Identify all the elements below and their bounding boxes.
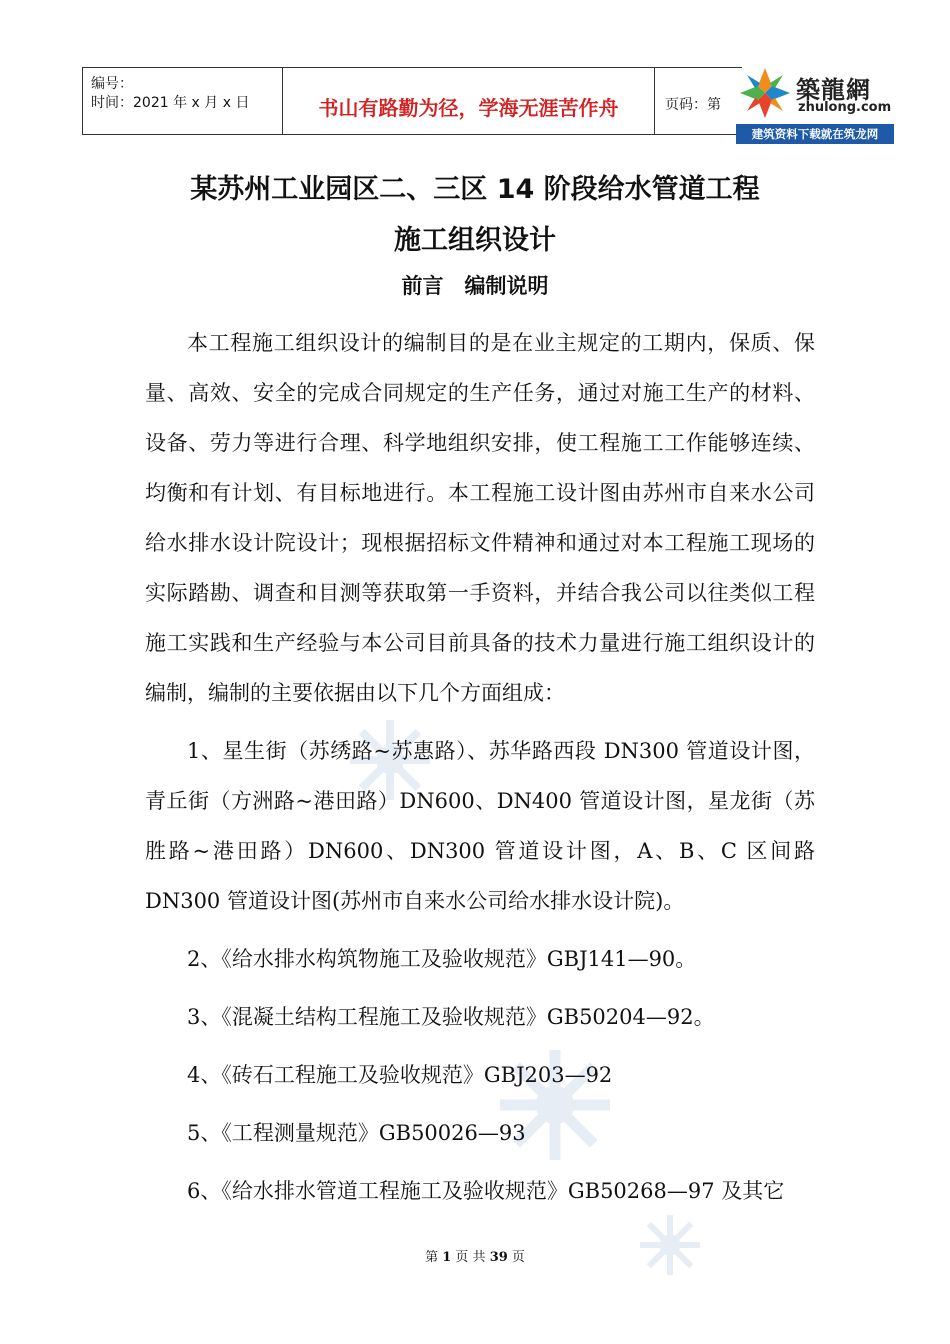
zhulong-logo: [736, 64, 896, 144]
document-title-line1: 某苏州工业园区二、三区 14 阶段给水管道工程: [190, 174, 760, 205]
logo-tagline: 建筑资料下载就在筑龙网: [736, 124, 894, 144]
basis-item: 5、《工程测量规范》GB50026—93: [187, 1121, 526, 1145]
footer-suffix: 页: [511, 1250, 525, 1265]
document-time-label: 时间：2021 年 x 月 x 日: [91, 95, 250, 111]
footer-prefix: 第: [425, 1250, 439, 1265]
document-body: [145, 318, 815, 1216]
basis-item: 2、《给水排水构筑物施工及验收规范》GBJ141—90。: [187, 947, 697, 971]
basis-item: 6、《给水排水管道工程施工及验收规范》GB50268—97 及其它: [187, 1179, 785, 1203]
motto-text: 书山有路勤为径，学海无涯苦作舟: [318, 96, 619, 120]
basis-item: 4、《砖石工程施工及验收规范》GBJ203—92: [187, 1063, 613, 1087]
document-number-label: 编号：: [91, 76, 133, 92]
footer-middle: 页 共: [455, 1250, 486, 1265]
header-motto-cell: [282, 67, 655, 135]
intro-paragraph: 本工程施工组织设计的编制目的是在业主规定的工期内，保质、保量、高效、安全的完成合同规定的生产任务，通过对施工生产的材料、设备、劳力等进行合理、科学地组织安排，使工程施工工作能够连续、均衡和有计划、有目标地进行。本工程施工设计图由苏州市自来水公司给水排水设计院设计；现根据招标文件精神和通过对本工程施工现场的实际踏勘、调查和目测等获取第一手资料，并结合我公司以往类似工程施工实践和生产经验与本公司目前具备的技术力量进行施工组织设计的编制，编制的主要依据由以下几个方面组成：: [145, 331, 815, 705]
page-footer: [0, 1246, 950, 1265]
watermark-snowflake-icon: [640, 1215, 700, 1275]
page-number-label: 页码：第: [665, 97, 721, 113]
document-title-line2: 施工组织设计: [394, 225, 556, 256]
logo-chinese-name: 築龍網: [796, 75, 871, 104]
header-info-cell: [82, 67, 283, 135]
basis-item: 3、《混凝土结构工程施工及验收规范》GB50204—92。: [187, 1005, 715, 1029]
zhulong-logo-icon: [736, 64, 794, 122]
header-page-cell: [654, 67, 742, 135]
basis-item: 1、星生街（苏绣路~苏惠路）、苏华路西段 DN300 管道设计图，青丘街（方洲路~港田路）DN600、DN400 管道设计图，星龙街（苏胜路~港田路）DN600、DN300 管道设计图，A、B、C 区间路 DN300 管道设计图(苏州市自来水公司给水排水设计院)。: [145, 739, 815, 913]
logo-domain: zhulong.com: [798, 100, 892, 115]
footer-current-page: 1: [442, 1250, 452, 1265]
footer-total-pages: 39: [489, 1250, 508, 1265]
section-heading: 前言 编制说明: [401, 274, 549, 298]
